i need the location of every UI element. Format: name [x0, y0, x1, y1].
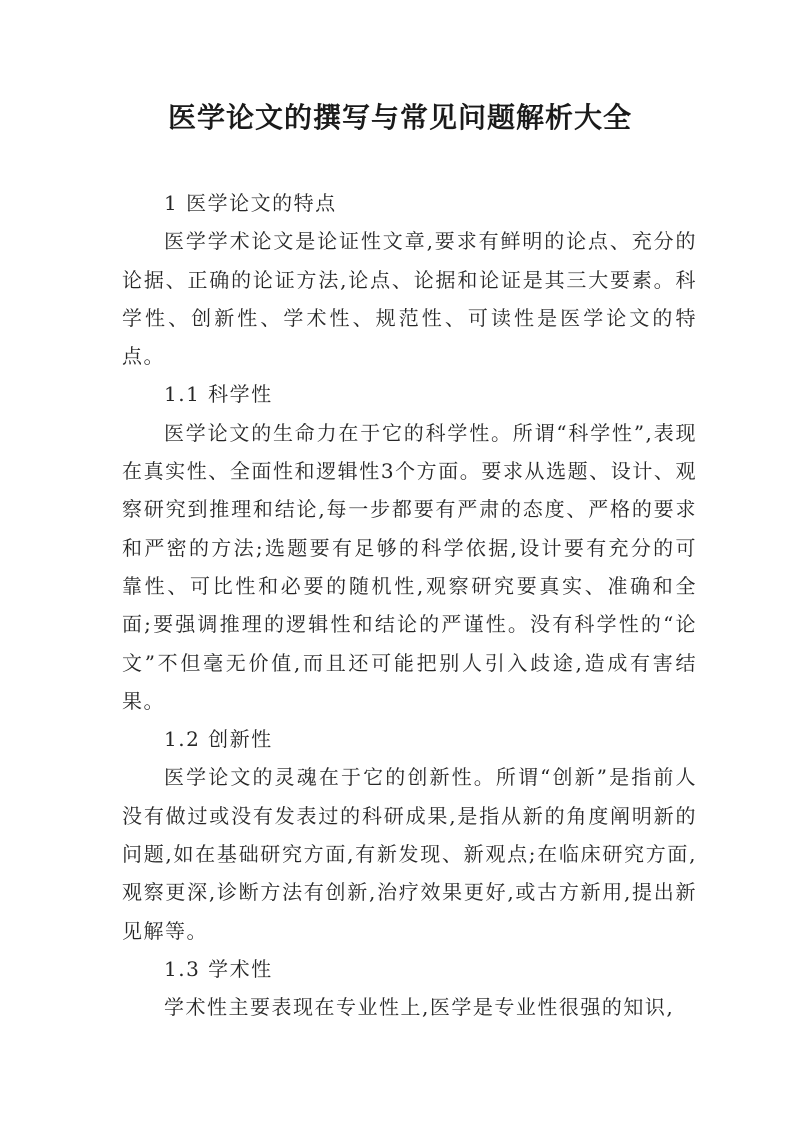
document-body	[122, 184, 697, 1027]
page-title: 医学论文的撰写与常见问题解析大全	[167, 101, 632, 134]
section-heading-1-3: 1.3 学术性	[164, 956, 273, 981]
section-heading-1-2: 1.2 创新性	[164, 727, 273, 752]
paragraph-1: 医学学术论文是论证性文章,要求有鲜明的论点、充分的论据、正确的论证方法,论点、论据和论证是其三大要素。科学性、创新性、学术性、规范性、可读性是医学论文的特点。	[122, 229, 697, 369]
section-heading-1-1: 1.1 科学性	[164, 382, 273, 407]
paragraph-1-3: 学术性主要表现在专业性上,医学是专业性很强的知识,	[164, 995, 675, 1020]
section-heading-1: 1 医学论文的特点	[164, 191, 337, 215]
paragraph-1-2: 医学论文的灵魂在于它的创新性。所谓“创新”是指前人没有做过或没有发表过的科研成果,是指从新的角度阐明新的问题,如在基础研究方面,有新发现、新观点;在临床研究方面,观察更深,诊断方法有创新,治疗效果更好,或古方新用,提出新见解等。	[122, 765, 697, 943]
paragraph-1-1: 医学论文的生命力在于它的科学性。所谓“科学性”,表现在真实性、全面性和逻辑性3个方面。要求从选题、设计、观察研究到推理和结论,每一步都要有严肃的态度、严格的要求和严密的方法;选题要有足够的科学依据,设计要有充分的可靠性、可比性和必要的随机性,观察研究要真实、准确和全面;要强调推理的逻辑性和结论的严谨性。没有科学性的“论文”不但毫无价值,而且还可能把别人引入歧途,造成有害结果。	[122, 420, 697, 713]
